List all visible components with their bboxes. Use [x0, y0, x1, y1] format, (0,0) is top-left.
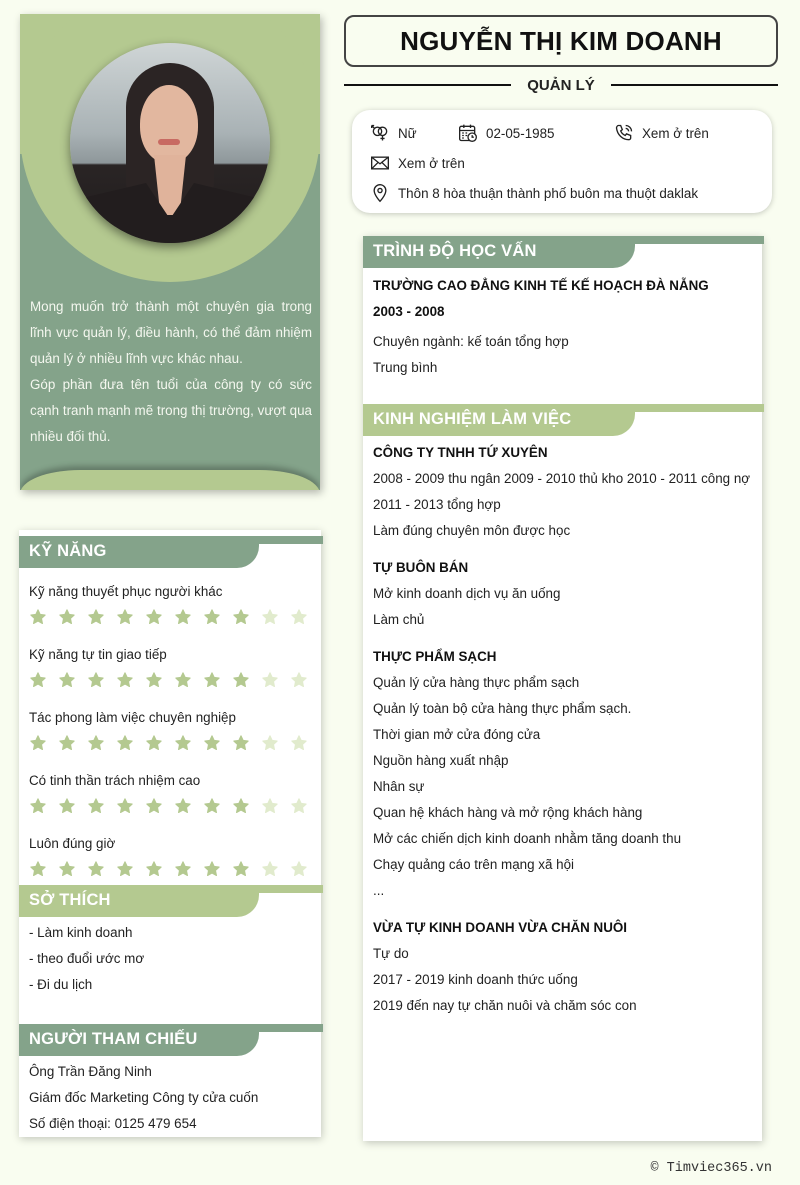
- star-icon: [232, 860, 250, 878]
- profile-card: [20, 14, 320, 490]
- star-icon: [116, 734, 134, 752]
- star-icon: [29, 671, 47, 689]
- star-icon: [145, 671, 163, 689]
- star-icon: [290, 608, 308, 626]
- skill-name: Kỹ năng thuyết phục người khác: [29, 584, 223, 599]
- skill-name: Luôn đúng giờ: [29, 836, 116, 851]
- experience-company: CÔNG TY TNHH TỨ XUYÊN: [373, 445, 548, 460]
- phone-icon: [614, 123, 634, 143]
- star-icon: [174, 671, 192, 689]
- star-icon: [261, 797, 279, 815]
- star-icon: [87, 671, 105, 689]
- profile-bottom-wave: [20, 470, 320, 490]
- star-icon: [58, 671, 76, 689]
- star-icon: [203, 734, 221, 752]
- candidate-name: NGUYỄN THỊ KIM DOANH: [344, 15, 778, 67]
- star-icon: [261, 608, 279, 626]
- objective-paragraph: Mong muốn trở thành một chuyên gia trong lĩnh vực quản lý, điều hành, có thể đảm nhiệm quản lý ở nhiều lĩnh vực khác nhau.: [30, 299, 312, 366]
- experience-line: Quan hệ khách hàng và mở rộng khách hàng: [373, 805, 643, 820]
- skill-name: Có tinh thần trách nhiệm cao: [29, 773, 201, 788]
- birthday-value: 02-05-1985: [486, 125, 555, 141]
- star-icon: [29, 797, 47, 815]
- email-value: Xem ở trên: [398, 155, 465, 171]
- gender-value: Nữ: [398, 125, 417, 141]
- experience-line: Làm chủ: [373, 612, 425, 627]
- gender-icon: [370, 123, 390, 143]
- star-icon: [261, 860, 279, 878]
- star-icon: [145, 860, 163, 878]
- experience-list: [373, 440, 755, 1030]
- contact-email[interactable]: [370, 153, 465, 173]
- star-icon: [174, 797, 192, 815]
- star-icon: [29, 734, 47, 752]
- calendar-icon: [458, 123, 478, 143]
- star-icon: [116, 797, 134, 815]
- experience-line: 2008 - 2009 thu ngân 2009 - 2010 thủ kho 2010 - 2011 công nợ 2011 - 2013 tổng hợp: [373, 471, 751, 512]
- star-icon: [261, 734, 279, 752]
- experience-header: [363, 404, 762, 436]
- star-icon: [58, 797, 76, 815]
- skills-list: [19, 568, 321, 878]
- experience-item: [373, 440, 755, 544]
- star-icon: [203, 797, 221, 815]
- skill-rating: [29, 671, 311, 689]
- school-name: TRƯỜNG CAO ĐẲNG KINH TẾ KẾ HOẠCH ĐÀ NẴNG: [373, 278, 709, 293]
- references-title: NGƯỜI THAM CHIẾU: [29, 1030, 198, 1048]
- skills-header: [19, 536, 321, 568]
- experience-company: TỰ BUÔN BÁN: [373, 560, 469, 575]
- experience-line: Thời gian mở cửa đóng cửa: [373, 727, 541, 742]
- experience-company: VỪA TỰ KINH DOANH VỪA CHĂN NUÔI: [373, 920, 628, 935]
- star-icon: [232, 671, 250, 689]
- experience-line: Quản lý cửa hàng thực phẩm sạch: [373, 675, 580, 690]
- experience-line: Nguồn hàng xuất nhập: [373, 753, 509, 768]
- education-grade: Trung bình: [373, 360, 438, 375]
- experience-line: Mở các chiến dịch kinh doanh nhằm tăng doanh thu: [373, 831, 682, 846]
- experience-item: [373, 644, 755, 904]
- references-header: [19, 1024, 321, 1056]
- hobbies-title: SỞ THÍCH: [29, 891, 111, 909]
- contact-card: [352, 110, 772, 213]
- skills-title: KỸ NĂNG: [29, 542, 107, 560]
- address-value: Thôn 8 hòa thuận thành phố buôn ma thuột daklak: [398, 185, 699, 201]
- position-title: QUẢN LÝ: [527, 76, 595, 94]
- hobby-item: - Đi du lịch: [29, 977, 93, 992]
- education-title: TRÌNH ĐỘ HỌC VẤN: [373, 242, 537, 260]
- location-pin-icon: [370, 183, 390, 203]
- experience-title: KINH NGHIỆM LÀM VIỆC: [373, 410, 572, 428]
- star-icon: [232, 797, 250, 815]
- right-main-card: [363, 236, 762, 1141]
- star-icon: [290, 671, 308, 689]
- divider: [611, 84, 778, 86]
- education-period: 2003 - 2008: [373, 304, 445, 319]
- experience-line: Quản lý toàn bộ cửa hàng thực phẩm sạch.: [373, 701, 632, 716]
- experience-line: ...: [373, 883, 385, 898]
- star-icon: [87, 860, 105, 878]
- skill-rating: [29, 608, 311, 626]
- star-icon: [58, 608, 76, 626]
- skill-rating: [29, 734, 311, 752]
- experience-item: [373, 555, 755, 633]
- star-icon: [116, 671, 134, 689]
- copyright-footer: © Timviec365.vn: [650, 1161, 772, 1176]
- skill-rating: [29, 860, 311, 878]
- experience-item: [373, 915, 755, 1019]
- experience-line: 2017 - 2019 kinh doanh thức uống: [373, 972, 578, 987]
- star-icon: [29, 608, 47, 626]
- star-icon: [116, 860, 134, 878]
- divider: [344, 84, 511, 86]
- experience-line: Chạy quảng cáo trên mạng xã hội: [373, 857, 574, 872]
- star-icon: [203, 671, 221, 689]
- hobby-item: - theo đuổi ước mơ: [29, 951, 145, 966]
- star-icon: [232, 734, 250, 752]
- position-row: [344, 74, 778, 96]
- hobbies-header: [19, 885, 321, 917]
- star-icon: [261, 671, 279, 689]
- education-body: [363, 268, 762, 381]
- star-icon: [116, 608, 134, 626]
- star-icon: [203, 860, 221, 878]
- mail-icon: [370, 153, 390, 173]
- star-icon: [58, 860, 76, 878]
- hobby-item: - Làm kinh doanh: [29, 925, 133, 940]
- star-icon: [87, 797, 105, 815]
- reference-line: Giám đốc Marketing Công ty cửa cuốn: [29, 1090, 259, 1105]
- career-objective: [30, 294, 312, 450]
- star-icon: [203, 608, 221, 626]
- star-icon: [174, 734, 192, 752]
- contact-gender: [370, 123, 417, 143]
- experience-line: Tự do: [373, 946, 409, 961]
- experience-line: Mở kinh doanh dịch vụ ăn uống: [373, 586, 561, 601]
- contact-birthday: [458, 123, 555, 143]
- avatar: [70, 43, 270, 243]
- reference-line: Ông Trần Đăng Ninh: [29, 1064, 152, 1079]
- star-icon: [174, 608, 192, 626]
- objective-paragraph: Góp phần đưa tên tuổi của công ty có sức cạnh tranh mạnh mẽ trong thị trường, vượt qua nhiều đối thủ.: [30, 377, 312, 444]
- experience-company: THỰC PHẨM SẠCH: [373, 649, 497, 664]
- skill-name: Tác phong làm việc chuyên nghiệp: [29, 710, 236, 725]
- star-icon: [58, 734, 76, 752]
- star-icon: [87, 608, 105, 626]
- experience-line: Nhân sự: [373, 779, 425, 794]
- contact-phone[interactable]: [614, 123, 709, 143]
- star-icon: [145, 797, 163, 815]
- star-icon: [145, 734, 163, 752]
- star-icon: [290, 797, 308, 815]
- experience-line: 2019 đến nay tự chăn nuôi và chăm sóc con: [373, 998, 637, 1013]
- education-major: Chuyên ngành: kế toán tổng hợp: [373, 334, 569, 349]
- star-icon: [174, 860, 192, 878]
- skill-rating: [29, 797, 311, 815]
- reference-line: Số điện thoại: 0125 479 654: [29, 1116, 197, 1131]
- skill-name: Kỹ năng tự tin giao tiếp: [29, 647, 167, 662]
- contact-address: [370, 183, 698, 203]
- star-icon: [29, 860, 47, 878]
- star-icon: [290, 734, 308, 752]
- star-icon: [87, 734, 105, 752]
- references-list: [29, 1059, 258, 1137]
- phone-value: Xem ở trên: [642, 125, 709, 141]
- star-icon: [232, 608, 250, 626]
- left-info-card: [19, 530, 321, 1137]
- star-icon: [145, 608, 163, 626]
- star-icon: [290, 860, 308, 878]
- hobbies-list: [29, 920, 144, 998]
- experience-line: Làm đúng chuyên môn được học: [373, 523, 571, 538]
- education-header: [363, 236, 762, 268]
